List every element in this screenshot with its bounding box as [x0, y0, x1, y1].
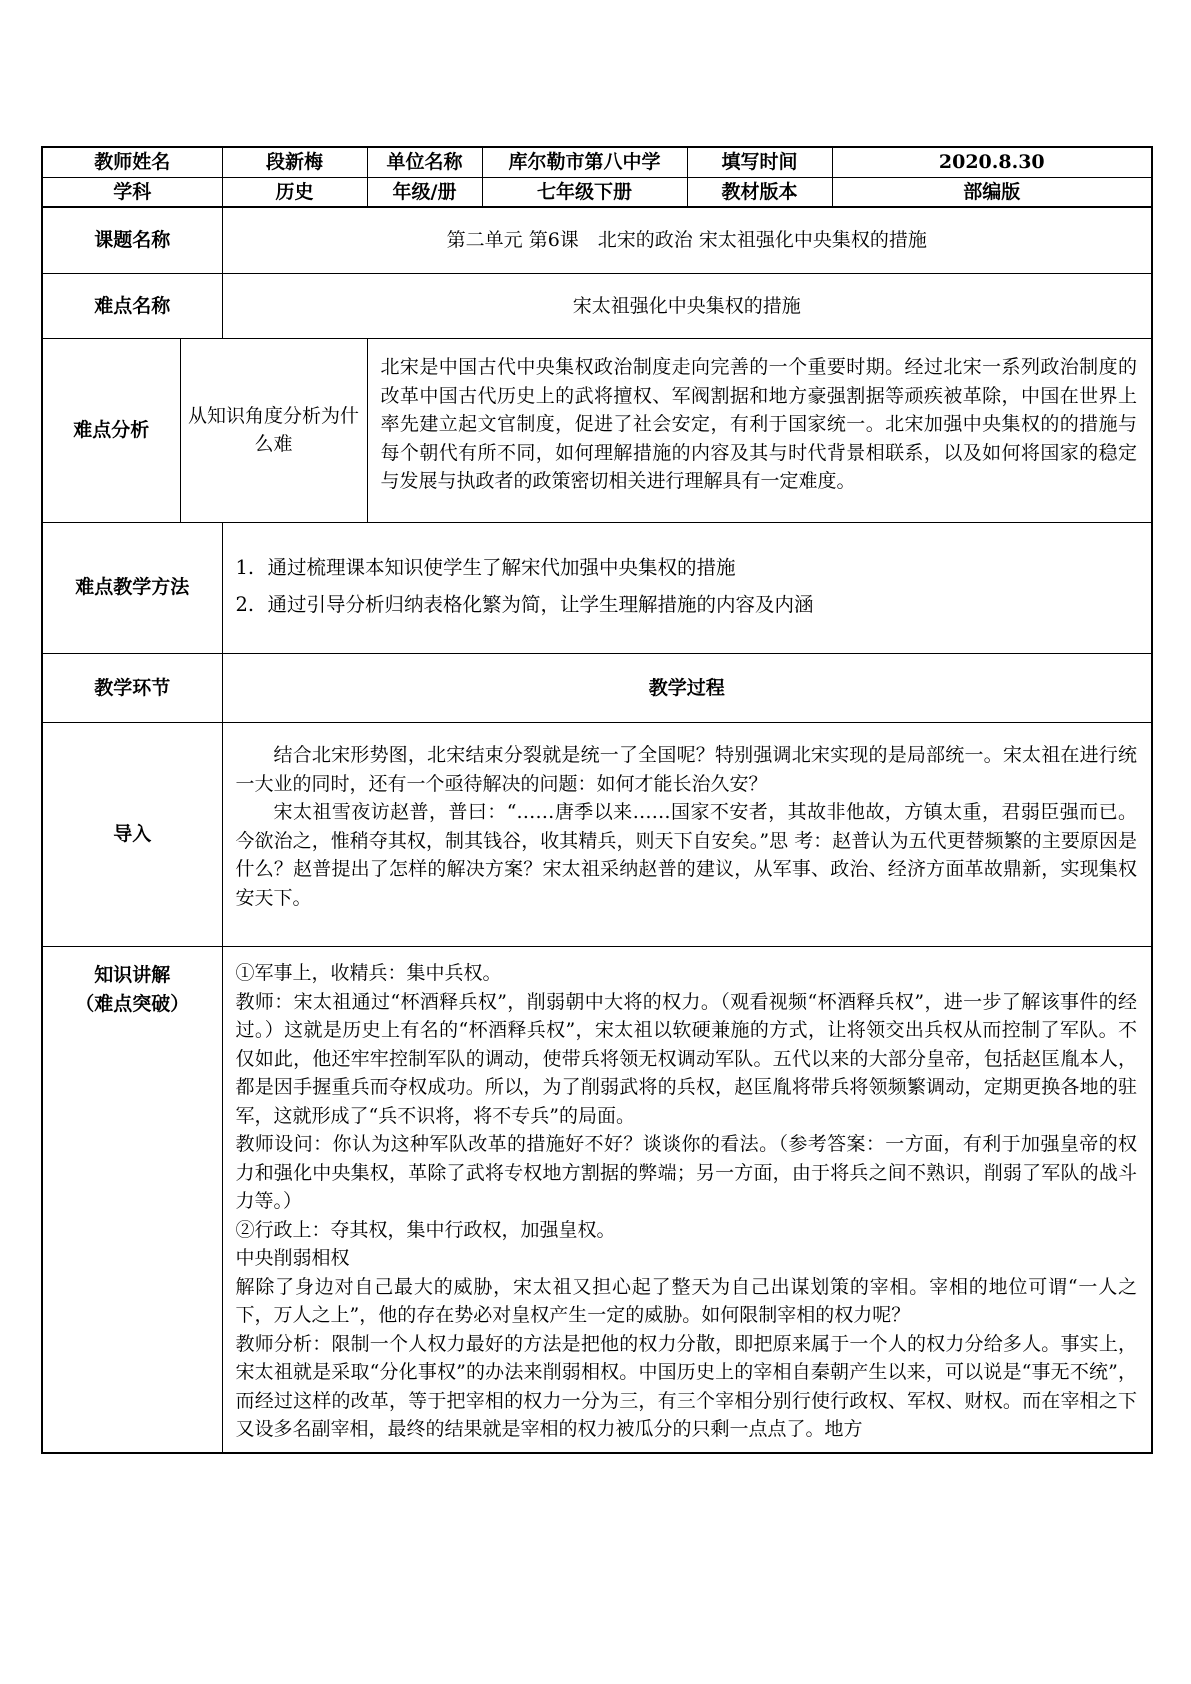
label-teacher-name: 教师姓名	[42, 147, 222, 177]
label-difficulty-analysis: 难点分析	[42, 339, 180, 523]
label-difficulty-name: 难点名称	[42, 273, 222, 339]
knowledge-paragraph: 中央削弱相权	[235, 1247, 350, 1270]
table-row-intro	[42, 723, 1152, 947]
table-row-process-header	[42, 653, 1152, 723]
knowledge-paragraph: 解除了身边对自己最大的威胁，宋太祖又担心起了整天为自己出谋划策的宰相。宰相的地位可谓“一人之下，万人之上”，他的存在势必对皇权产生一定的威胁。如何限制宰相的权力呢？	[235, 1275, 1138, 1327]
list-item-text: 通过梳理课本知识使学生了解宋代加强中央集权的措施	[267, 555, 736, 579]
text-intro	[222, 723, 1152, 947]
knowledge-paragraph: 教师分析：限制一个人权力最好的方法是把他的权力分散，即把原来属于一个人的权力分给多人。事实上，宋太祖就是采取“分化事权”的办法来削弱相权。中国历史上的宰相自秦朝产生以来，可以说是“事无不统”，而经过这样的改革，等于把宰相的权力一分为三，有三个宰相分别行使行政权、军权、财权。而在宰相之下又设多名副宰相，最终的结果就是宰相的权力被瓜分的只剩一点点了。地方	[235, 1332, 1138, 1441]
list-item-number: 1.	[235, 555, 255, 579]
teaching-method-list	[236, 549, 1138, 623]
value-fill-date: 2020.8.30	[832, 147, 1152, 177]
list-item-text: 通过引导分析归纳表格化繁为简，让学生理解措施的内容及内涵	[267, 592, 814, 616]
list-item	[236, 586, 1138, 623]
label-teaching-process: 教学过程	[222, 653, 1152, 723]
label-knowledge-line1: 知识讲解	[94, 964, 171, 987]
table-row-teacher-info	[42, 147, 1152, 177]
label-knowledge-line2: （难点突破）	[75, 992, 190, 1015]
label-teaching-phase: 教学环节	[42, 653, 222, 723]
table-row-topic	[42, 207, 1152, 273]
label-topic: 课题名称	[42, 207, 222, 273]
list-item	[236, 549, 1138, 586]
value-textbook-version: 部编版	[832, 177, 1152, 207]
value-teacher-name: 段新梅	[222, 147, 367, 177]
intro-paragraph: 结合北宋形势图，北宋结束分裂就是统一了全国呢？特别强调北宋实现的是局部统一。宋太祖在进行统一大业的同时，还有一个亟待解决的问题：如何才能长治久安？	[235, 744, 1138, 795]
label-teaching-method: 难点教学方法	[42, 522, 222, 653]
label-difficulty-analysis-sub: 从知识角度分析为什么难	[180, 339, 367, 523]
value-difficulty-name: 宋太祖强化中央集权的措施	[222, 273, 1152, 339]
list-item-number: 2.	[235, 592, 255, 616]
value-grade-volume: 七年级下册	[482, 177, 687, 207]
lesson-plan-table	[41, 146, 1153, 1454]
table-row-difficulty-name	[42, 273, 1152, 339]
text-knowledge-explanation	[222, 947, 1152, 1453]
list-teaching-method	[222, 522, 1152, 653]
label-grade-volume: 年级/册	[367, 177, 482, 207]
table-row-subject-info	[42, 177, 1152, 207]
table-row-difficulty-analysis	[42, 339, 1152, 523]
label-knowledge-explanation	[42, 947, 222, 1453]
value-school-name: 库尔勒市第八中学	[482, 147, 687, 177]
value-subject: 历史	[222, 177, 367, 207]
knowledge-paragraph: ②行政上：夺其权，集中行政权，加强皇权。	[235, 1218, 616, 1241]
table-row-teaching-method	[42, 522, 1152, 653]
value-topic: 第二单元 第6课 北宋的政治 宋太祖强化中央集权的措施	[222, 207, 1152, 273]
label-intro: 导入	[42, 723, 222, 947]
label-textbook-version: 教材版本	[687, 177, 832, 207]
label-school-name: 单位名称	[367, 147, 482, 177]
knowledge-paragraph: 教师：宋太祖通过“杯酒释兵权”，削弱朝中大将的权力。（观看视频“杯酒释兵权”，进一步了解该事件的经过。）这就是历史上有名的“杯酒释兵权”，宋太祖以软硬兼施的方式，让将领交出兵权从而控制了军队。不仅如此，他还牢牢控制军队的调动，使带兵将领无权调动军队。五代以来的大部分皇帝，包括赵匡胤本人，都是因手握重兵而夺权成功。所以，为了削弱武将的兵权，赵匡胤将带兵将领频繁调动，定期更换各地的驻军，这就形成了“兵不识将，将不专兵”的局面。	[235, 990, 1138, 1127]
knowledge-paragraph: 教师设问：你认为这种军队改革的措施好不好？谈谈你的看法。（参考答案：一方面，有利于加强皇帝的权力和强化中央集权，革除了武将专权地方割据的弊端；另一方面，由于将兵之间不熟识，削弱了军队的战斗力等。）	[235, 1133, 1138, 1213]
intro-paragraph: 宋太祖雪夜访赵普，普曰：“……唐季以来……国家不安者，其故非他故，方镇太重，君弱臣强而已。今欲治之，惟稍夺其权，制其钱谷，收其精兵，则天下自安矣。”思 考：赵普认为五代更替频繁的主要原因是什么？赵普提出了怎样的解决方案？宋太祖采纳赵普的建议，从军事、政治、经济方面革故鼎新，实现集权安天下。	[235, 801, 1138, 909]
text-difficulty-analysis: 北宋是中国古代中央集权政治制度走向完善的一个重要时期。经过北宋一系列政治制度的改革中国古代历史上的武将擅权、军阀割据和地方豪强割据等顽疾被革除，中国在世界上率先建立起文官制度，促进了社会安定，有利于国家统一。北宋加强中央集权的的措施与每个朝代有所不同，如何理解措施的内容及其与时代背景相联系，以及如何将国家的稳定与发展与执政者的政策密切相关进行理解具有一定难度。	[367, 339, 1152, 523]
label-fill-date: 填写时间	[687, 147, 832, 177]
table-row-knowledge	[42, 947, 1152, 1453]
knowledge-paragraph: ①军事上，收精兵：集中兵权。	[235, 962, 502, 985]
label-subject: 学科	[42, 177, 222, 207]
